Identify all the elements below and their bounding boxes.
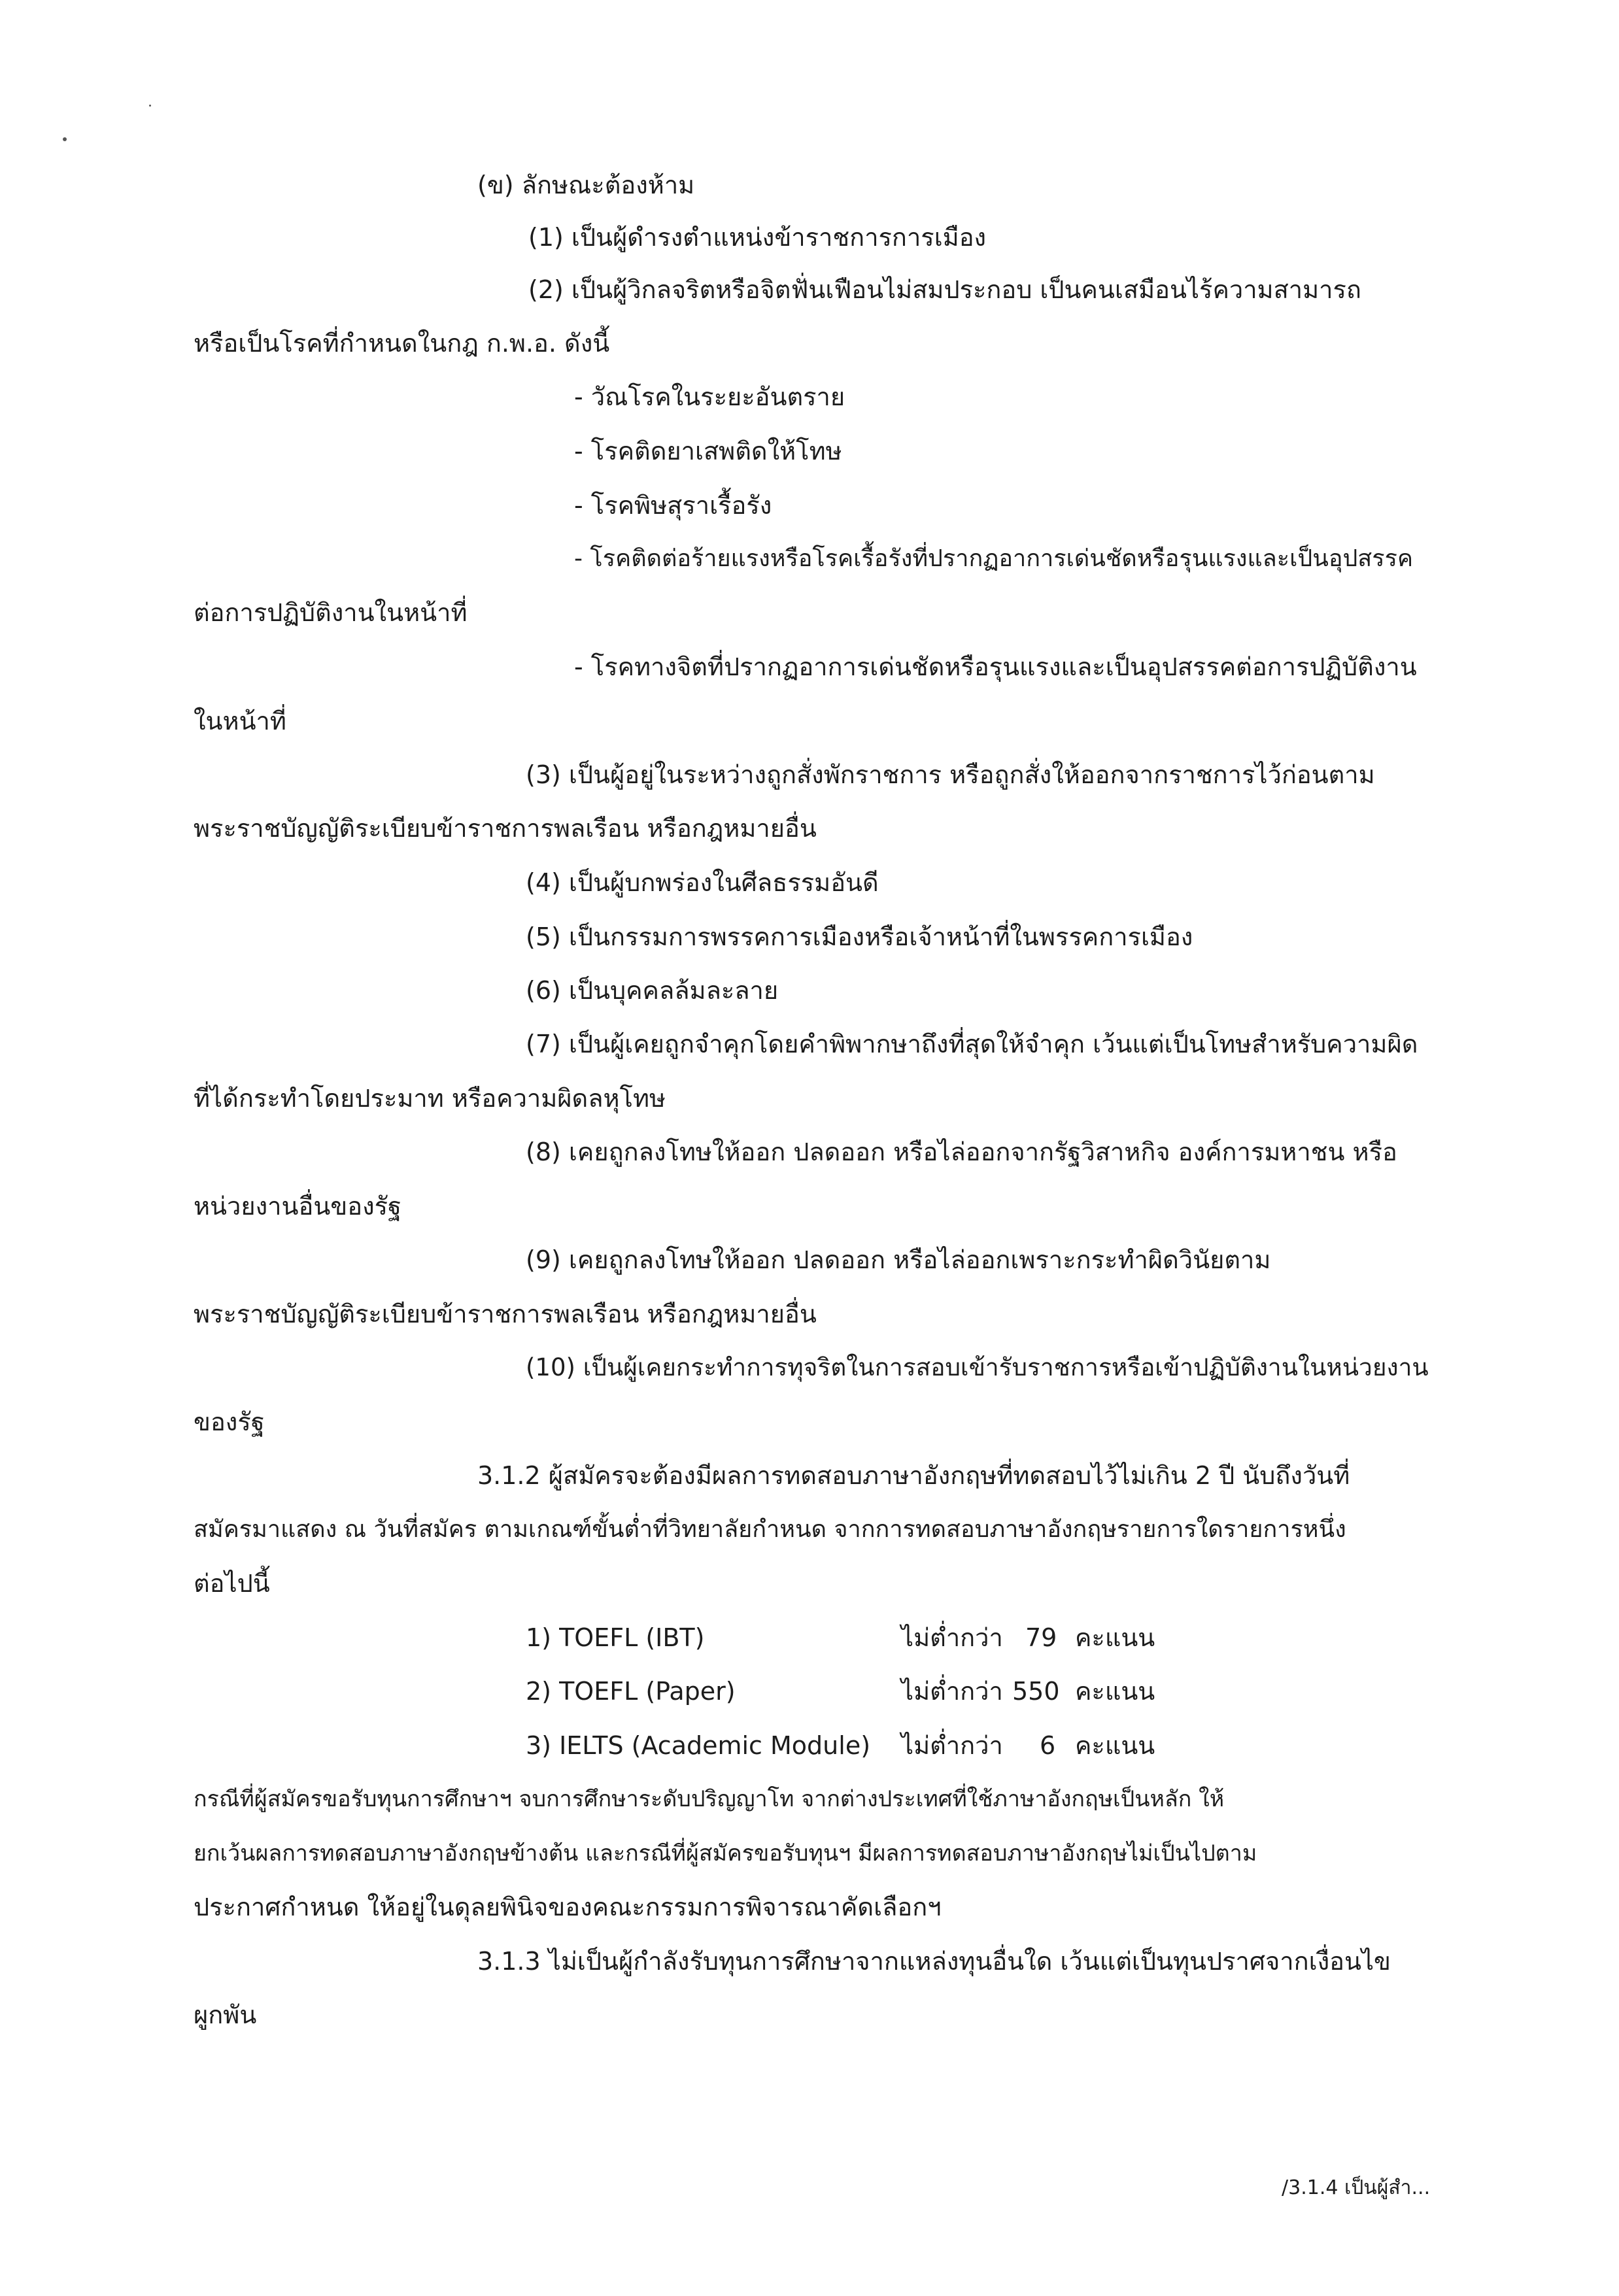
item-6: (6) เป็นบุคคลล้มละลาย (526, 976, 779, 1005)
test-unit: คะแนน (1075, 1623, 1155, 1652)
exemption-note-line3: ประกาศกำหนด ให้อยู่ในดุลยพินิจของคณะกรรมการพิจารณาคัดเลือกฯ (194, 1893, 942, 1921)
test-min-label: ไม่ต่ำกว่า (901, 1731, 1003, 1760)
disease-3: - โรคพิษสุราเรื้อรัง (574, 491, 772, 520)
item-7-line1: (7) เป็นผู้เคยถูกจำคุกโดยคำพิพากษาถึงที่สุดให้จำคุก เว้นแต่เป็นโทษสำหรับความผิด (526, 1030, 1418, 1058)
item-8-line2: หน่วยงานอื่นของรัฐ (194, 1192, 402, 1221)
disease-5-line1: - โรคทางจิตที่ปรากฏอาการเด่นชัดหรือรุนแรงและเป็นอุปสรรคต่อการปฏิบัติงาน (574, 652, 1417, 681)
item-7-line2: ที่ได้กระทำโดยประมาท หรือความผิดลหุโทษ (194, 1084, 666, 1113)
clause-312-line1: 3.1.2 ผู้สมัครจะต้องมีผลการทดสอบภาษาอังกฤษที่ทดสอบไว้ไม่เกิน 2 ปี นับถึงวันที่ (477, 1461, 1350, 1490)
item-2-line2: หรือเป็นโรคที่กำหนดในกฎ ก.พ.อ. ดังนี้ (194, 329, 610, 358)
section-heading: (ข) ลักษณะต้องห้าม (477, 171, 695, 199)
disease-5-line2: ในหน้าที่ (194, 707, 286, 735)
clause-312-line3: ต่อไปนี้ (194, 1569, 270, 1598)
test-score: 6 (1040, 1731, 1056, 1760)
test-score: 79 (1025, 1623, 1057, 1652)
test-name: 2) TOEFL (Paper) (526, 1677, 736, 1706)
continuation-marker: /3.1.4 เป็นผู้สำ... (1282, 2176, 1431, 2199)
item-9-line2: พระราชบัญญัติระเบียบข้าราชการพลเรือน หรือกฎหมายอื่น (194, 1300, 817, 1328)
disease-1: - วัณโรคในระยะอันตราย (574, 382, 845, 411)
item-8-line1: (8) เคยถูกลงโทษให้ออก ปลดออก หรือไล่ออกจากรัฐวิสาหกิจ องค์การมหาชน หรือ (526, 1138, 1397, 1166)
item-3-line2: พระราชบัญญัติระเบียบข้าราชการพลเรือน หรือกฎหมายอื่น (194, 814, 817, 843)
test-unit: คะแนน (1075, 1731, 1155, 1760)
test-min-label: ไม่ต่ำกว่า (901, 1623, 1003, 1652)
disease-4-line2: ต่อการปฏิบัติงานในหน้าที่ (194, 598, 468, 627)
test-unit: คะแนน (1075, 1677, 1155, 1706)
scan-speck (149, 105, 151, 107)
test-min-label: ไม่ต่ำกว่า (901, 1677, 1003, 1706)
clause-313-line1: 3.1.3 ไม่เป็นผู้กำลังรับทุนการศึกษาจากแหล่งทุนอื่นใด เว้นแต่เป็นทุนปราศจากเงื่อนไข (477, 1947, 1391, 1976)
item-10-line1: (10) เป็นผู้เคยกระทำการทุจริตในการสอบเข้ารับราชการหรือเข้าปฏิบัติงานในหน่วยงาน (526, 1353, 1429, 1381)
item-1: (1) เป็นผู้ดำรงตำแหน่งข้าราชการการเมือง (528, 223, 987, 252)
item-10-line2: ของรัฐ (194, 1408, 265, 1436)
disease-2: - โรคติดยาเสพติดให้โทษ (574, 437, 842, 465)
test-name: 1) TOEFL (IBT) (526, 1623, 705, 1652)
item-4: (4) เป็นผู้บกพร่องในศีลธรรมอันดี (526, 868, 879, 897)
item-9-line1: (9) เคยถูกลงโทษให้ออก ปลดออก หรือไล่ออกเพราะกระทำผิดวินัยตาม (526, 1245, 1271, 1274)
test-score: 550 (1012, 1677, 1060, 1706)
exemption-note-line1: กรณีที่ผู้สมัครขอรับทุนการศึกษาฯ จบการศึกษาระดับปริญญาโท จากต่างประเทศที่ใช้ภาษาอังกฤษเป็นหลัก ให้ (194, 1786, 1225, 1812)
item-5: (5) เป็นกรรมการพรรคการเมืองหรือเจ้าหน้าที่ในพรรคการเมือง (526, 922, 1193, 951)
clause-312-line2: สมัครมาแสดง ณ วันที่สมัคร ตามเกณฑ์ขั้นต่ำที่วิทยาลัยกำหนด จากการทดสอบภาษาอังกฤษรายการใดรายการหนึ่ง (194, 1516, 1346, 1543)
test-name: 3) IELTS (Academic Module) (526, 1731, 871, 1760)
disease-4-line1: - โรคติดต่อร้ายแรงหรือโรคเรื้อรังที่ปรากฏอาการเด่นชัดหรือรุนแรงและเป็นอุปสรรค (574, 545, 1414, 572)
item-2-line1: (2) เป็นผู้วิกลจริตหรือจิตฟั่นเฟือนไม่สมประกอบ เป็นคนเสมือนไร้ความสามารถ (528, 275, 1361, 304)
exemption-note-line2: ยกเว้นผลการทดสอบภาษาอังกฤษข้างต้น และกรณีที่ผู้สมัครขอรับทุนฯ มีผลการทดสอบภาษาอังกฤษไม่เป็นไปตาม (194, 1840, 1257, 1866)
clause-313-line2: ผูกพัน (194, 2001, 257, 2029)
scan-speck (63, 137, 67, 141)
item-3-line1: (3) เป็นผู้อยู่ในระหว่างถูกสั่งพักราชการ หรือถูกสั่งให้ออกจากราชการไว้ก่อนตาม (526, 760, 1375, 789)
